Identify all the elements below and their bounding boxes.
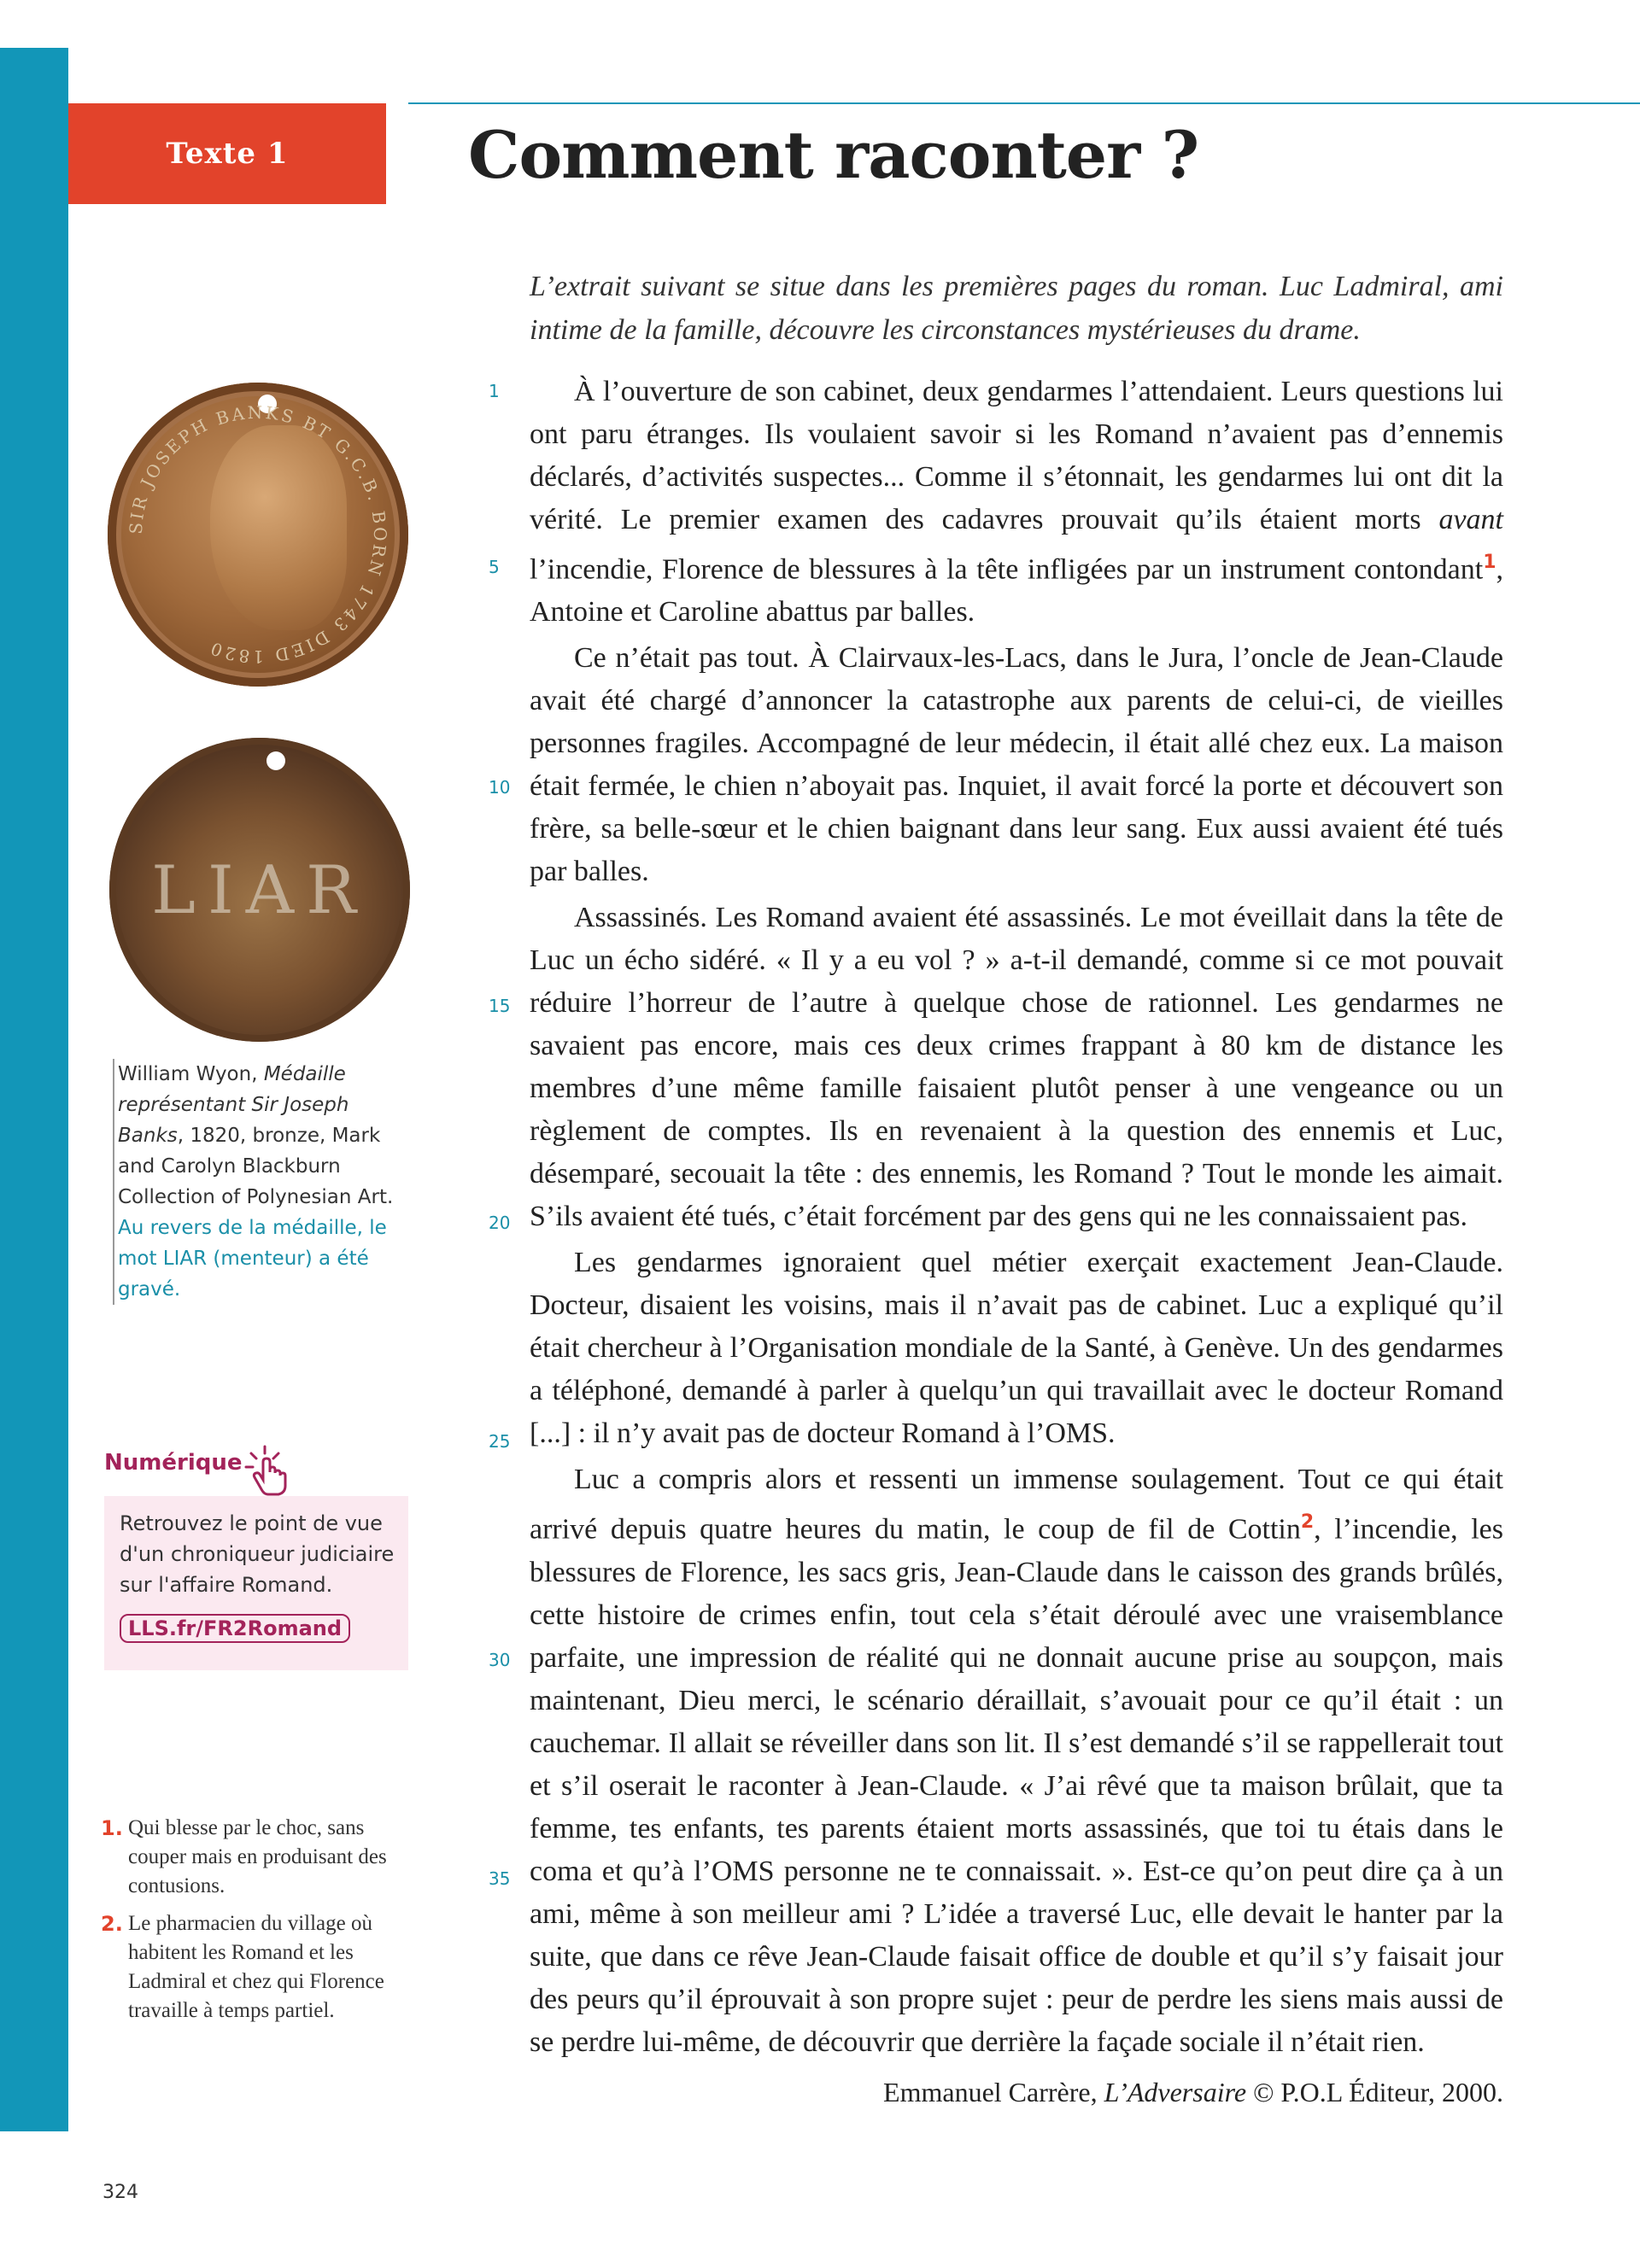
footnotes	[101, 1814, 408, 2034]
credit-author: Emmanuel Carrère,	[883, 2077, 1104, 2107]
caption-note: Au revers de la médaille, le mot LIAR (menteur) a été gravé.	[118, 1217, 387, 1301]
text-run: , Antoine et Caroline abattus par balles.	[530, 553, 1503, 628]
line-number: 5	[489, 557, 500, 577]
paragraph-1	[530, 371, 1503, 634]
credit-book: L’Adversaire	[1104, 2077, 1247, 2107]
paragraph-3: Assassinés. Les Romand avaient été assassinés. Le mot éveillait dans la tête de Luc un écho sidéré. « Il y a eu vol ? » a-t-il demandé, comme si ce mot pouvait réduire l’horreur de l’autre à quelque chose de rationnel. Les gendarmes ne savaient pas encore, mais ces deux crimes frappant à 80 km de distance les membres d’une même famille faisaient plutôt penser à une vengeance ou un règlement de comptes. Ils en revenaient à la question des ennemis et Luc, désemparé, secouait la tête : des ennemis, les Romand ? Tout le monde les aimait. S’ils avaient été tués, c’était forcément par des gens qui ne les connaissaient pas.	[530, 902, 1503, 1233]
medal-hole	[266, 751, 285, 770]
numerique-panel	[104, 1496, 408, 1670]
medal-back-image	[109, 738, 410, 1042]
numerique-text: Retrouvez le point de vue d'un chroniqueur judiciaire sur l'affaire Romand.	[120, 1511, 395, 1597]
header-rule	[408, 102, 1640, 104]
footnote-ref-2: 2	[1300, 1511, 1315, 1534]
intro-paragraph: L’extrait suivant se situe dans les premières pages du roman. Luc Ladmiral, ami intime de la famille, découvre les circonstances mystérieuses du drame.	[530, 271, 1503, 346]
line-number: 20	[489, 1213, 511, 1233]
credit-publisher: © P.O.L Éditeur, 2000.	[1246, 2077, 1503, 2107]
footnote-text: Qui blesse par le choc, sans couper mais en produisant des contusions.	[128, 1816, 387, 1897]
paragraph-4: Les gendarmes ignoraient quel métier exerçait exactement Jean-Claude. Docteur, disaient les voisins, mais il n’avait pas de cabinet. Luc a expliqué qu’il était chercheur à l’Organisation mondiale de la Santé, à Genève. Un des gendarmes a téléphoné, demandé à parler à quelqu’un qui travaillait avec le docteur Romand [...] : il n’y avait pas de docteur Romand à l’OMS.	[530, 1247, 1503, 1450]
image-caption	[113, 1059, 413, 1305]
page-title: Comment raconter ?	[468, 117, 1199, 193]
footnote-number: 1.	[101, 1816, 123, 1840]
page-number: 324	[102, 2182, 138, 2203]
medal-front-inscription	[108, 383, 408, 687]
paragraph-2: Ce n’était pas tout. À Clairvaux-les-Lacs, dans le Jura, l’oncle de Jean-Claude avait été chargé d’annoncer la catastrophe aux parents de celui-ci, de vieilles personnes fragiles. Accompagné de leur médecin, il était allé chez eux. La maison était fermée, le chien n’aboyait pas. Inquiet, il avait forcé la porte et découvert son frère, sa belle-sœur et le chien baignant dans leur sang. Eux aussi avaient été tués par balles.	[530, 642, 1503, 888]
side-color-band	[0, 48, 68, 2131]
caption-author: William Wyon,	[118, 1063, 264, 1085]
line-number: 35	[489, 1868, 511, 1889]
caption-title: Médaille représentant Sir Joseph Banks	[118, 1063, 349, 1147]
line-number: 10	[489, 777, 511, 798]
caption-details: , 1820, bronze, Mark and Carolyn Blackburn Collection of Polynesian Art.	[118, 1125, 394, 1208]
text-run: À l’ouverture de son cabinet, deux gendarmes l’attendaient. Leurs questions lui ont paru étranges. Ils voulaient savoir si les Romand n’avaient pas d’ennemis déclarés, d’activités suspectes... Comme il s’étonnait, les gendarmes lui ont dit la vérité. Le premier examen des cadavres prouvait qu’ils étaient morts	[530, 376, 1503, 535]
text-number-tag: Texte 1	[68, 103, 386, 204]
medal-front-image	[108, 383, 408, 687]
footnote-2	[101, 1909, 408, 2025]
text-run: , l’incendie, les blessures de Florence, les sacs gris, Jean-Claude dans le caisson des grands brûlés, cette histoire de crimes enfin, tout cela s’était déroulé avec une vraisemblance parfaite, une impression de réalité qui ne donnait aucune prise au soupçon, mais maintenant, Dieu merci, le scénario déraillait, s’avouait pour ce qu’il était : un cauchemar. Il allait se réveiller dans son lit. Il s’est demandé s’il se rappellerait tout et s’il oserait le raconter à Jean-Claude. « J’ai rêvé que ta maison brûlait, que ta femme, tes enfants, tes parents étaient morts assassinés, que toi tu étais dans le coma et qu’à l’OMS personne ne te connaissait. ». Est-ce qu’on peut dire ça à un ami, même à son meilleur ami ? L’idée a traversé Luc, elle devait le hanter par la suite, que dans ce rêve Jean-Claude faisait office de double et qu’il s’y faisait jour des peurs qu’il éprouvait à son propre sujet : peur de perdre les siens mais aussi de se perdre lui-même, de découvrir que derrière la façade sociale il n’était rien.	[530, 1513, 1503, 2058]
line-number: 30	[489, 1650, 511, 1670]
svg-text:SIR JOSEPH BANKS BT G.C.B. BOR: SIR JOSEPH BANKS BT G.C.B. BORN 1743 DIED 1820	[125, 401, 391, 668]
text-run: l’incendie, Florence de blessures à la tête infligées par un instrument contondant	[530, 553, 1484, 586]
footnote-number: 2.	[101, 1912, 123, 1936]
line-number: 25	[489, 1431, 511, 1452]
excerpt-body	[530, 371, 1503, 2067]
footnote-text: Le pharmacien du village où habitent les Romand et les Ladmiral et chez qui Florence travaille à temps partiel.	[128, 1912, 384, 2022]
medal-inscription: LIAR	[151, 852, 368, 929]
tap-hand-icon	[241, 1443, 297, 1499]
text-run: Luc a compris alors et ressenti un immense soulagement. Tout ce qui était arrivé depuis quatre heures du matin, le coup de fil de Cottin	[530, 1464, 1503, 1546]
footnote-ref-1: 1	[1483, 552, 1496, 573]
source-credit	[883, 2077, 1503, 2108]
line-number: 1	[489, 381, 500, 401]
numerique-link[interactable]: LLS.fr/FR2Romand	[120, 1614, 350, 1643]
paragraph-5	[530, 1458, 1503, 2063]
footnote-1	[101, 1814, 408, 1901]
line-number: 15	[489, 996, 511, 1016]
numerique-heading: Numérique	[104, 1450, 243, 1476]
text-emphasis: avant	[1438, 504, 1503, 535]
